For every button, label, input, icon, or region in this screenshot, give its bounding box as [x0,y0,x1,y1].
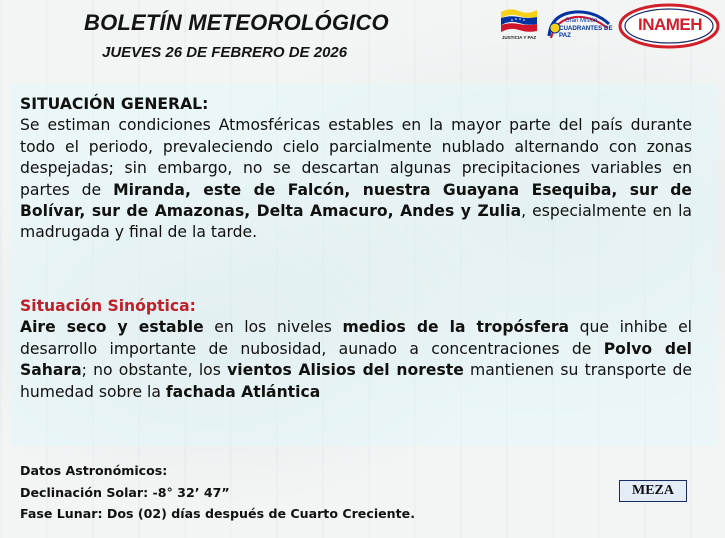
cuadrantes-de-paz-logo [543,6,615,44]
sinoptica-seg-4: que inhibe el desarrollo importante de nubosidad, aunado a concentraciones de [20,318,692,358]
sinoptica-seg-9: fachada Atlántica [165,382,321,401]
situacion-sinoptica-title: Situación Sinóptica: [20,297,196,315]
declinacion-solar: Declinación Solar: -8° 32’ 47” [20,484,230,500]
situacion-general-text-end: , especialmente en la madrugada y final de la tarde. [20,202,692,242]
justicia-y-paz-caption: JUSTICIA Y PAZ [501,35,537,40]
sinoptica-seg-7: vientos Alisios del noreste [227,361,464,380]
situacion-sinoptica-section [20,296,692,403]
situacion-general-text: Se estiman condiciones Atmosféricas estables en la mayor parte del país durante todo el periodo, prevaleciendo cielo parcialmente nublado alternando con zonas despejadas; sin embargo, no se descartan algunas precipitaciones variables en partes de [20,116,692,199]
sinoptica-seg-8: mantienen su transporte de humedad sobre la [20,361,692,401]
cuadrantes-de-paz-caption: CUADRANTES DE PAZ [559,25,613,39]
justicia-y-paz-logo [498,4,540,44]
situacion-general-section [20,94,692,244]
meza-button[interactable]: MEZA [619,480,687,502]
fase-lunar: Fase Lunar: Dos (02) días después de Cuarto Creciente. [20,506,415,521]
situacion-general-regions: Miranda, este de Falcón, nuestra Guayana Esequiba, sur de Bolívar, sur de Amazonas, Delta Amacuro, Andes y Zulia [20,180,692,221]
inameh-logo [618,2,720,50]
situacion-general-title: SITUACIÓN GENERAL: [20,95,209,113]
sinoptica-seg-6: ; no obstante, los [81,361,228,380]
gran-mision-caption: Gran Misión [565,18,598,24]
bulletin-date: JUEVES 26 DE FEBRERO DE 2026 [102,44,348,61]
sinoptica-seg-2: en los niveles [203,318,343,337]
inameh-wordmark: INAMEH [637,15,703,34]
astronomicos-title: Datos Astronómicos: [20,463,168,478]
sinoptica-seg-1: Aire seco y estable [20,318,204,337]
datos-astronomicos [20,460,415,525]
sinoptica-seg-3: medios de la tropósfera [342,318,570,337]
bulletin-title: BOLETÍN METEOROLÓGICO [84,10,389,35]
sinoptica-seg-5: Polvo del Sahara [20,339,692,380]
